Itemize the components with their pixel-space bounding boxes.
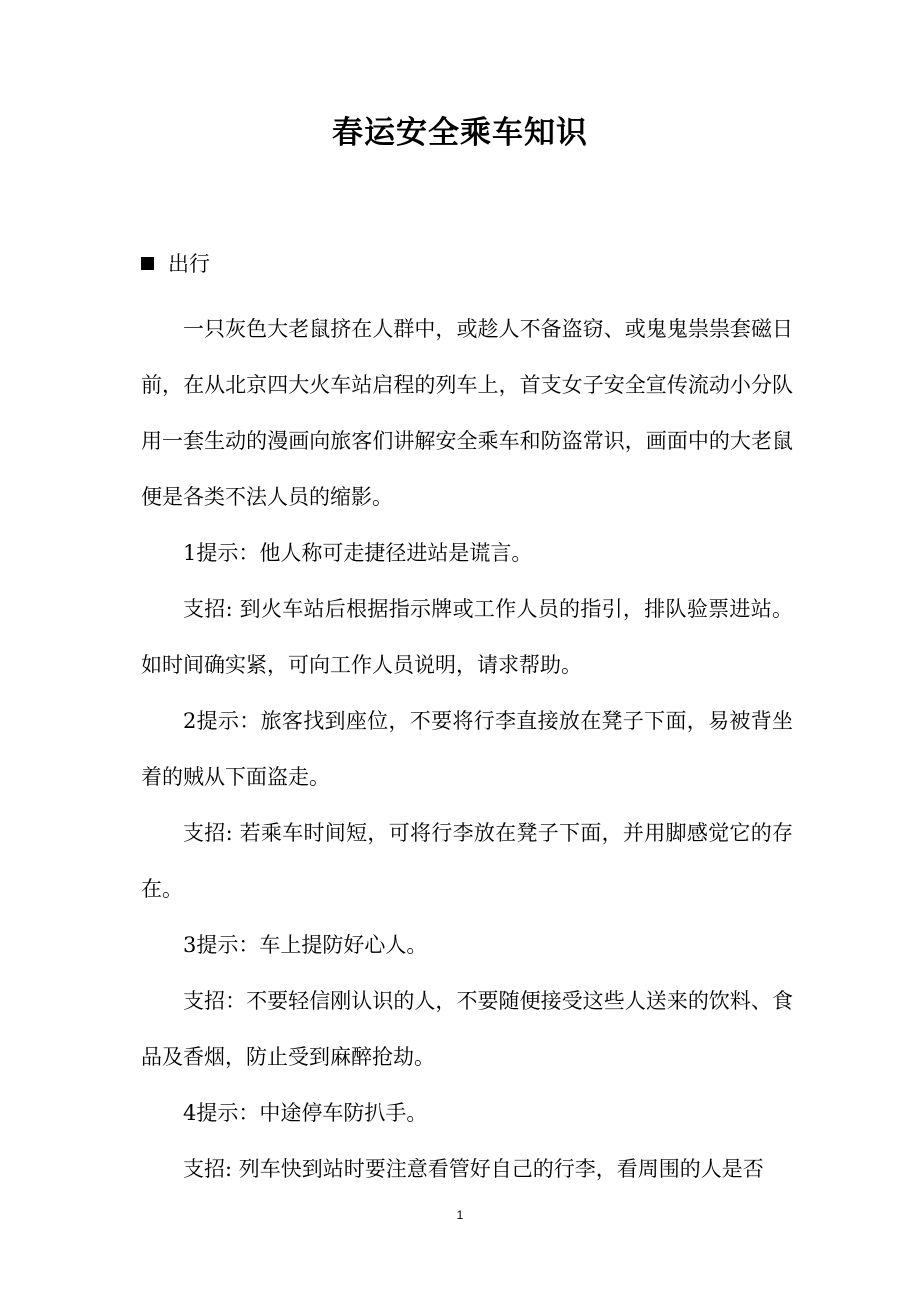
paragraph-tip-1: 1提示：他人称可走捷径进站是谎言。	[183, 541, 533, 565]
paragraph-advice-3: 支招：不要轻信刚认识的人，不要随便接受这些人送来的饮料、食品及香烟，防止受到麻醉抢劫。	[141, 989, 793, 1069]
paragraph-intro: 一只灰色大老鼠挤在人群中，或趁人不备盗窃、或鬼鬼祟祟套磁日前，在从北京四大火车站启程的列车上，首支女子安全宣传流动小分队用一套生动的漫画向旅客们讲解安全乘车和防盗常识，画面中的大老鼠便是各类不法人员的缩影。	[141, 317, 793, 509]
paragraph-tip-3: 3提示：车上提防好心人。	[183, 933, 428, 957]
page-number: 1	[456, 1208, 464, 1222]
paragraph-tip-4: 4提示：中途停车防扒手。	[183, 1101, 428, 1125]
paragraph-advice-4: 支招: 列车快到站时要注意看管好自己的行李，看周围的人是否	[183, 1157, 764, 1181]
section-heading	[141, 248, 210, 280]
square-bullet-icon	[141, 257, 154, 270]
paragraph-advice-2: 支招: 若乘车时间短，可将行李放在凳子下面，并用脚感觉它的存在。	[141, 821, 793, 901]
paragraph-advice-1: 支招: 到火车站后根据指示牌或工作人员的指引，排队验票进站。如时间确实紧，可向工作人员说明，请求帮助。	[141, 597, 793, 677]
section-heading-label: 出行	[168, 252, 210, 276]
page-title: 春运安全乘车知识	[332, 115, 588, 151]
paragraph-tip-2: 2提示：旅客找到座位，不要将行李直接放在凳子下面，易被背坐着的贼从下面盗走。	[141, 709, 793, 789]
body-text	[141, 301, 793, 1197]
